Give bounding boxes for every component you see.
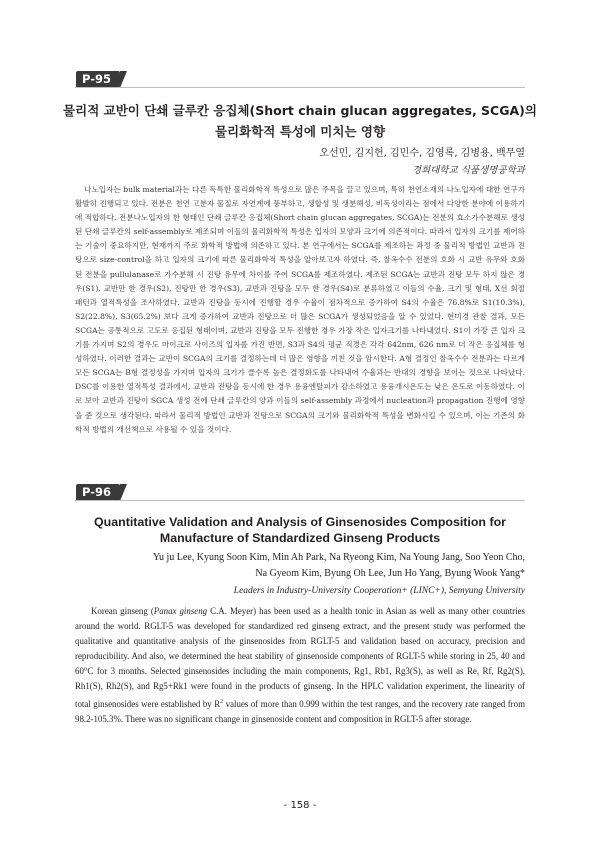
page-number: - 158 -	[283, 800, 317, 811]
author-list: 오선민, 김지헌, 김민수, 김영록, 김병용, 백무열	[319, 148, 525, 159]
affiliation: 경희대학교 식품생명공학과	[411, 165, 525, 176]
author-line: Na Gyeom Kim, Byung Oh Lee, Jun Ho Yang, Byung Wook Yang*	[255, 568, 525, 579]
abstract-number-badge: P-95	[76, 71, 120, 88]
abstract-body: 나노입자는 bulk material과는 다른 독특한 물리화학적 특성으로 많은 주목을 끌고 있으며, 특히 천연소재의 나노입자에 대한 연구가 활발히 진행되고 있다. 전분은 천연 고분자 물질로 자연계에 풍부하고, 생합성 및 생분해성, 비독성이라는 점에서 다양한 분야에 이용하기에 적합하다. 전분나노입자의 한 형태인 단쇄 글루칸 응집체(Short chain glucan aggregates, SCGA)는 전분의 효소가수분해로 생성된 단쇄 글루칸의 self-assembly로 제조되며 이들의 물리화학적 특성은 입자의 모양과 크기에 의존적이다. 따라서 입자의 크기를 제어하는 기술이 중요하지만, 현재까지 주로 화학적 방법에 의존하고 있다. 본 연구에서는 SCGA를 제조하는 과정 중 물리적 방법인 교반과 진탕으로 size-control을 하고 입자의 크기에 따른 물리화학적 특성을 알아보고자 하였다. 즉, 찰옥수수 전분의 호화 시 교반 유무와 호화된 전분을 pullulanase로 가수분해 시 진탕 유무에 차이를 주어 SCGA를 제조하였다. 제조된 SCGA는 교반과 진탕 모두 하지 않은 경우(S1), 교반만 한 경우(S2), 진탕만 한 경우(S3), 교반과 진탕을 모두 한 경우(S4)로 분류하였고 이들의 수율, 크기 및 형태, X선 회절 패턴과 열적특성을 조사하였다. 교반과 진탕을 동시에 진행할 경우 수율이 점차적으로 증가하여 S4의 수율은 76.8%로 S1(10.3%), S2(22.8%), S3(65.2%) 보다 크게 증가하여 교반과 진탕으로 더 많은 SCGA가 생성되었음을 알 수 있었다. 현미경 관찰 결과, 모든 SCGA는 공통적으로 고도로 응집된 형태이며, 교반과 진탕을 모두 진행한 경우 가장 작은 입자크기를 나타내었다. S1이 가장 큰 입자 크기를 가지며 S2의 경우도 마이크로 사이즈의 입자를 가진 반면, S3과 S4의 평균 직경은 각각 642nm, 626 nm로 더 작은 응집체를 형성하였다. 이러한 결과는 교반이 SCGA의 크기를 결정하는데 더 많은 영향을 끼친 것을 암시한다. A형 결정인 찰옥수수 전분과는 다르게 모든 SCGA는 B형 결정성을 가지며 입자의 크기가 클수록 높은 결정화도를 나타내어 수율과는 반대의 경향을 보이는 것으로 나타났다. DSC를 이용한 열적특성 결과에서, 교반과 진탕을 동시에 한 경우 용융엔탈피가 감소하였고 용융개시온도는 낮은 온도로 이동하였다. 이로 보아 교반과 진탕이 SGCA 생성 전에 단쇄 글루칸의 양과 이들의 self-assembly 과정에서 nucleation과 propagation 진행에 영향을 준 것으로 생각된다. 따라서 물리적 방법인 교반과 진탕으로 SCGA의 크기와 물리화학적 특성을 변화시킬 수 있으며, 이는 기존의 화학적 방법의 개선책으로 사용될 수 있을 것이다.	[75, 185, 525, 434]
affiliation: Leaders in Industry-University Cooperation+ (LINC+), Semyung University	[233, 586, 525, 596]
species-name: Panax ginseng	[153, 606, 208, 616]
body-text: Korean ginseng (	[91, 606, 154, 616]
header-divider	[75, 500, 525, 501]
body-text: C.A. Meyer) has been used as a health tonic in Asian as well as many other countries around the world. RGLT-5 was developed for standardized red ginseng extract, and the present study was performed the qualitative and quantitative analysis of the ginsenosides from RGLT-5 and validation based on accuracy, precision and reproducibility. And also, we determined the heat stability of ginsenoside components of RGLT-5 while storing in 25, 40 and 60°C for 3 months. Selected ginsenosides including the main components, Rg1, Rb1, Rg3(S), as well as Re, Rf, Rg2(S), Rh1(S), Rh2(S), and Rg5+Rk1 were found in the products of ginseng. In the HPLC validation experiment, the linearity of total ginsenosides were established by R	[75, 606, 525, 709]
abstract-title	[60, 100, 540, 142]
abstract-title	[60, 514, 540, 546]
author-list	[85, 550, 525, 582]
title-line: Manufacture of Standardized Ginseng Products	[159, 531, 441, 545]
title-line: 물리화학적 특성에 미치는 영향	[214, 124, 386, 139]
abstract-body	[75, 604, 525, 727]
header-divider	[75, 87, 525, 88]
body-text: values of more than 0.999 within the test ranges, and the recovery rate ranged from 98.2-105.3%. There was no significant change in ginsenoside content and composition in RGLT-5 after storage.	[75, 698, 525, 724]
abstract-number-badge: P-96	[76, 484, 120, 501]
superscript: 2	[220, 698, 224, 705]
title-line: Quantitative Validation and Analysis of Ginsenosides Composition for	[94, 515, 506, 529]
author-line: Yu ju Lee, Kyung Soon Kim, Min Ah Park, Na Ryeong Kim, Na Young Jang, Soo Yeon Cho,	[152, 552, 525, 563]
title-line: 물리적 교반이 단쇄 글루칸 응집체(Short chain glucan aggregates, SCGA)의	[63, 103, 537, 118]
